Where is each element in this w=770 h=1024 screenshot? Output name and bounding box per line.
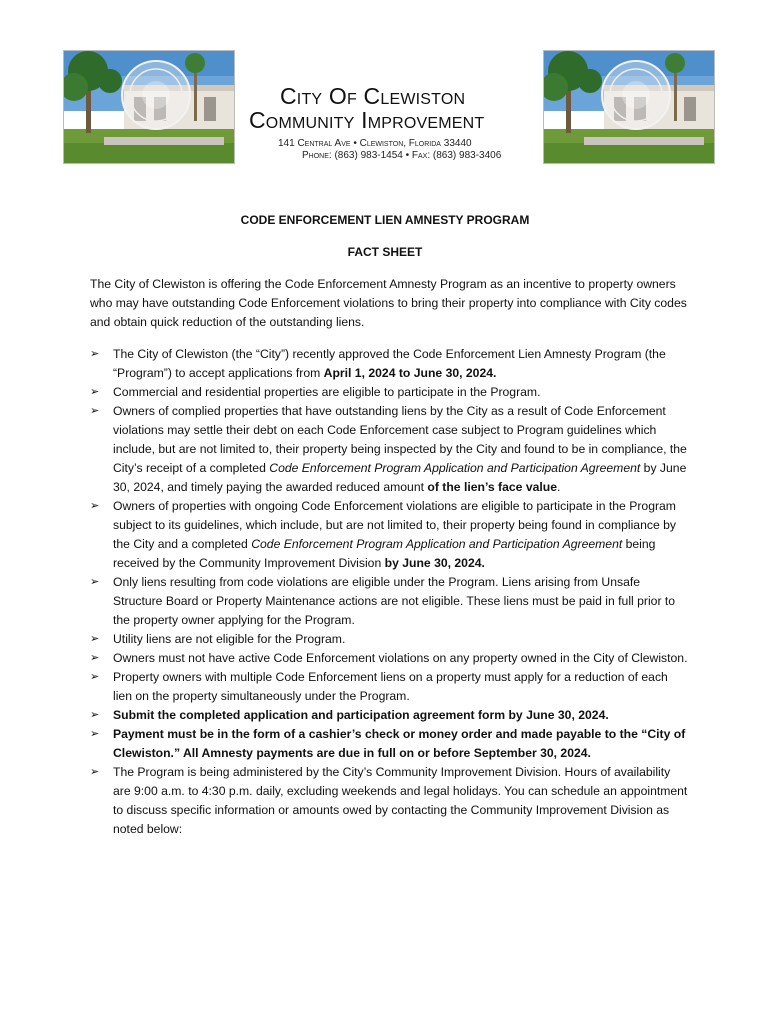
agreement-title: Code Enforcement Program Application and Participation Agreement bbox=[251, 537, 623, 551]
fact-list bbox=[90, 345, 690, 839]
letterhead-address: 141 Central Ave • Clewiston, Florida 33440 bbox=[278, 138, 472, 149]
list-item bbox=[90, 649, 690, 668]
face-value-text: of the lien’s face value bbox=[427, 480, 557, 494]
list-item bbox=[90, 706, 690, 725]
city-hall-photo-left bbox=[63, 50, 235, 164]
arrow-bullet-icon: ➢ bbox=[90, 728, 100, 740]
intro-paragraph: The City of Clewiston is offering the Code Enforcement Amnesty Program as an incentive to property owners who may have outstanding Code Enforcement violations to bring their property into compliance with City codes and obtain quick reduction of the outstanding liens. bbox=[90, 277, 687, 330]
arrow-bullet-icon: ➢ bbox=[90, 500, 100, 512]
list-item-text: Owners must not have active Code Enforcement violations on any property owned in the City of Clewiston. bbox=[113, 651, 688, 665]
list-item-text: by June 30, 2024, and timely paying the awarded reduced amount bbox=[113, 461, 687, 494]
list-item bbox=[90, 725, 690, 763]
fact-sheet-heading: FACT SHEET bbox=[347, 245, 423, 259]
arrow-bullet-icon: ➢ bbox=[90, 766, 100, 778]
arrow-bullet-icon: ➢ bbox=[90, 386, 100, 398]
arrow-bullet-icon: ➢ bbox=[90, 576, 100, 588]
city-hall-photo-right bbox=[543, 50, 715, 164]
list-item-text: Owners of complied properties that have outstanding liens by the City as a result of Code Enforcement violations may settle their debt on each Code Enforcement case subject to Program guidelines which include, but are not limited to, their property being inspected by the City and found to be in compliance, the City’s receipt of a completed bbox=[113, 404, 687, 475]
list-item-text: . bbox=[556, 480, 561, 494]
list-item bbox=[90, 763, 690, 839]
list-item bbox=[90, 345, 690, 383]
list-item bbox=[90, 630, 690, 649]
letterhead bbox=[236, 84, 536, 162]
arrow-bullet-icon: ➢ bbox=[90, 709, 100, 721]
arrow-bullet-icon: ➢ bbox=[90, 405, 100, 417]
list-item-text: Submit the completed application and participation agreement form by June 30, 2024. bbox=[113, 708, 609, 722]
program-heading: CODE ENFORCEMENT LIEN AMNESTY PROGRAM bbox=[240, 213, 530, 227]
list-item bbox=[90, 383, 690, 402]
list-item-text: Commercial and residential properties are eligible to participate in the Program. bbox=[113, 385, 541, 399]
deadline-text: by June 30, 2024. bbox=[384, 556, 485, 570]
list-item-text: Property owners with multiple Code Enforcement liens on a property must apply for a reduction of each lien on the property simultaneously under the Program. bbox=[113, 670, 668, 703]
letterhead-phone-fax: Phone: (863) 983-1454 • Fax: (863) 983-3406 bbox=[302, 150, 502, 161]
list-item-text: Utility liens are not eligible for the Program. bbox=[113, 632, 346, 646]
letterhead-title-department: Community Improvement bbox=[249, 107, 485, 133]
list-item bbox=[90, 573, 690, 630]
list-item bbox=[90, 402, 690, 497]
list-item-text: Only liens resulting from code violations are eligible under the Program. Liens arising from Unsafe Structure Board or Property Maintenance actions are not eligible. These liens must be paid in full prior to the property owner applying for the Program. bbox=[113, 575, 676, 627]
arrow-bullet-icon: ➢ bbox=[90, 633, 100, 645]
list-item-text: Payment must be in the form of a cashier’s check or money order and made payable to the “City of Clewiston.” All Amnesty payments are due in full on or before September 30, 2024. bbox=[113, 727, 686, 760]
list-item-text: being received by the Community Improvement Division bbox=[113, 537, 656, 570]
agreement-title: Code Enforcement Program Application and Participation Agreement bbox=[269, 461, 641, 475]
application-dates: April 1, 2024 to June 30, 2024. bbox=[323, 366, 497, 380]
arrow-bullet-icon: ➢ bbox=[90, 348, 100, 360]
letterhead-title-city: City Of Clewiston bbox=[280, 83, 466, 109]
list-item-text: Owners of properties with ongoing Code Enforcement violations are eligible to participate in the Program subject to its guidelines, which include, but are not limited to, their property being found in compliance by the City and a completed bbox=[113, 499, 676, 551]
list-item-text: The City of Clewiston (the “City”) recently approved the Code Enforcement Lien Amnesty Program (the “Program”) to accept applications from bbox=[113, 347, 666, 380]
arrow-bullet-icon: ➢ bbox=[90, 671, 100, 683]
list-item-text: The Program is being administered by the City’s Community Improvement Division. Hours of availability are 9:00 a.m. to 4:30 p.m. daily, excluding weekends and legal holidays. You can schedule an appointment to discuss specific information or amounts owed by contacting the Community Improvement Division as noted below: bbox=[113, 765, 688, 836]
arrow-bullet-icon: ➢ bbox=[90, 652, 100, 664]
list-item bbox=[90, 668, 690, 706]
list-item bbox=[90, 497, 690, 573]
